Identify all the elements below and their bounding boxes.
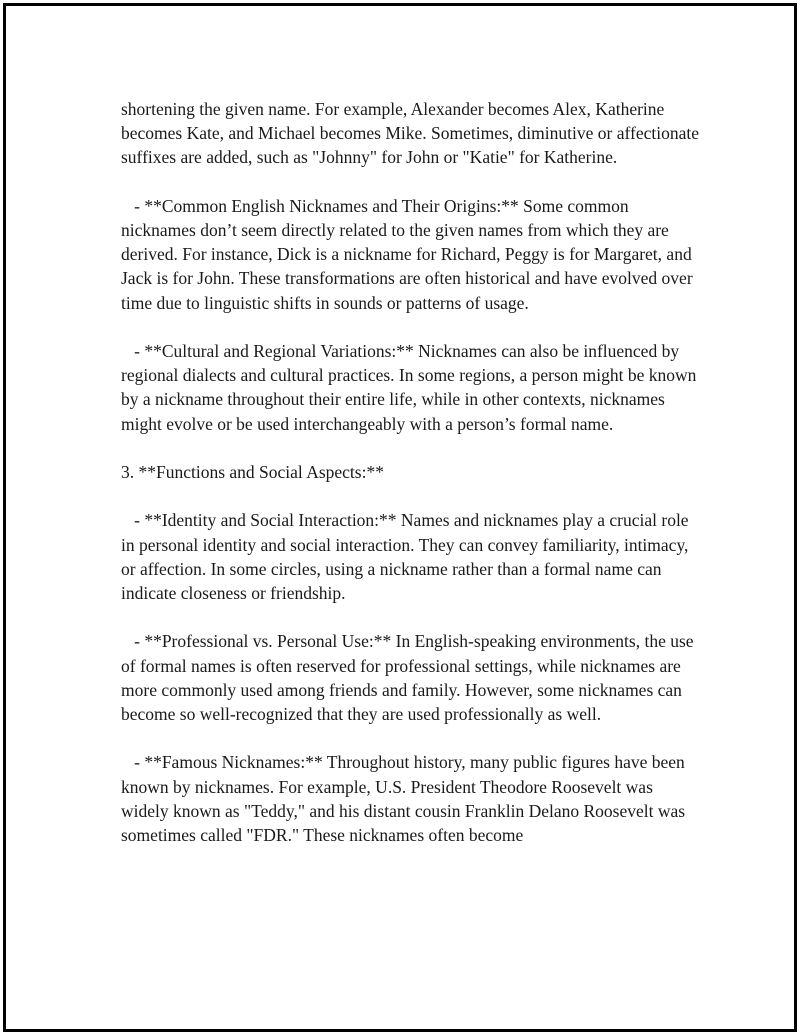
section-heading-functions: 3. **Functions and Social Aspects:** [121, 462, 384, 482]
paragraph-professional-use: - **Professional vs. Personal Use:** In English-speaking environments, the use of formal names is often reserved for professional settings, while nicknames are more commonly used among friends and family. However, some nicknames can become so well-recognized that they are used professionally as well. [121, 631, 698, 724]
document-body [121, 97, 704, 871]
page-frame [3, 3, 797, 1032]
paragraph-common-nicknames: - **Common English Nicknames and Their Origins:** Some common nicknames don’t seem directly related to the given names from which they are derived. For instance, Dick is a nickname for Richard, Peggy is for Margaret, and Jack is for John. These transformations are often historical and have evolved over time due to linguistic shifts in sounds or patterns of usage. [121, 195, 698, 313]
paragraph-shortening: shortening the given name. For example, Alexander becomes Alex, Katherine becomes Kate, and Michael becomes Mike. Sometimes, diminutive or affectionate suffixes are added, such as "Johnny" for John or "Katie" for Katherine. [121, 99, 704, 168]
paragraph-identity: - **Identity and Social Interaction:** Names and nicknames play a crucial role in personal identity and social interaction. They can convey familiarity, intimacy, or affection. In some circles, using a nickname rather than a formal name can indicate closeness or friendship. [121, 510, 693, 603]
paragraph-cultural-variations: - **Cultural and Regional Variations:** Nicknames can also be influenced by regional dialects and cultural practices. In some regions, a person might be known by a nickname throughout their entire life, while in other contexts, nicknames might evolve or be used interchangeably with a person’s formal name. [121, 341, 701, 434]
paragraph-famous-nicknames: - **Famous Nicknames:** Throughout history, many public figures have been known by nicknames. For example, U.S. President Theodore Roosevelt was widely known as "Teddy," and his distant cousin Franklin Delano Roosevelt was sometimes called "FDR." These nicknames often become [121, 752, 690, 845]
